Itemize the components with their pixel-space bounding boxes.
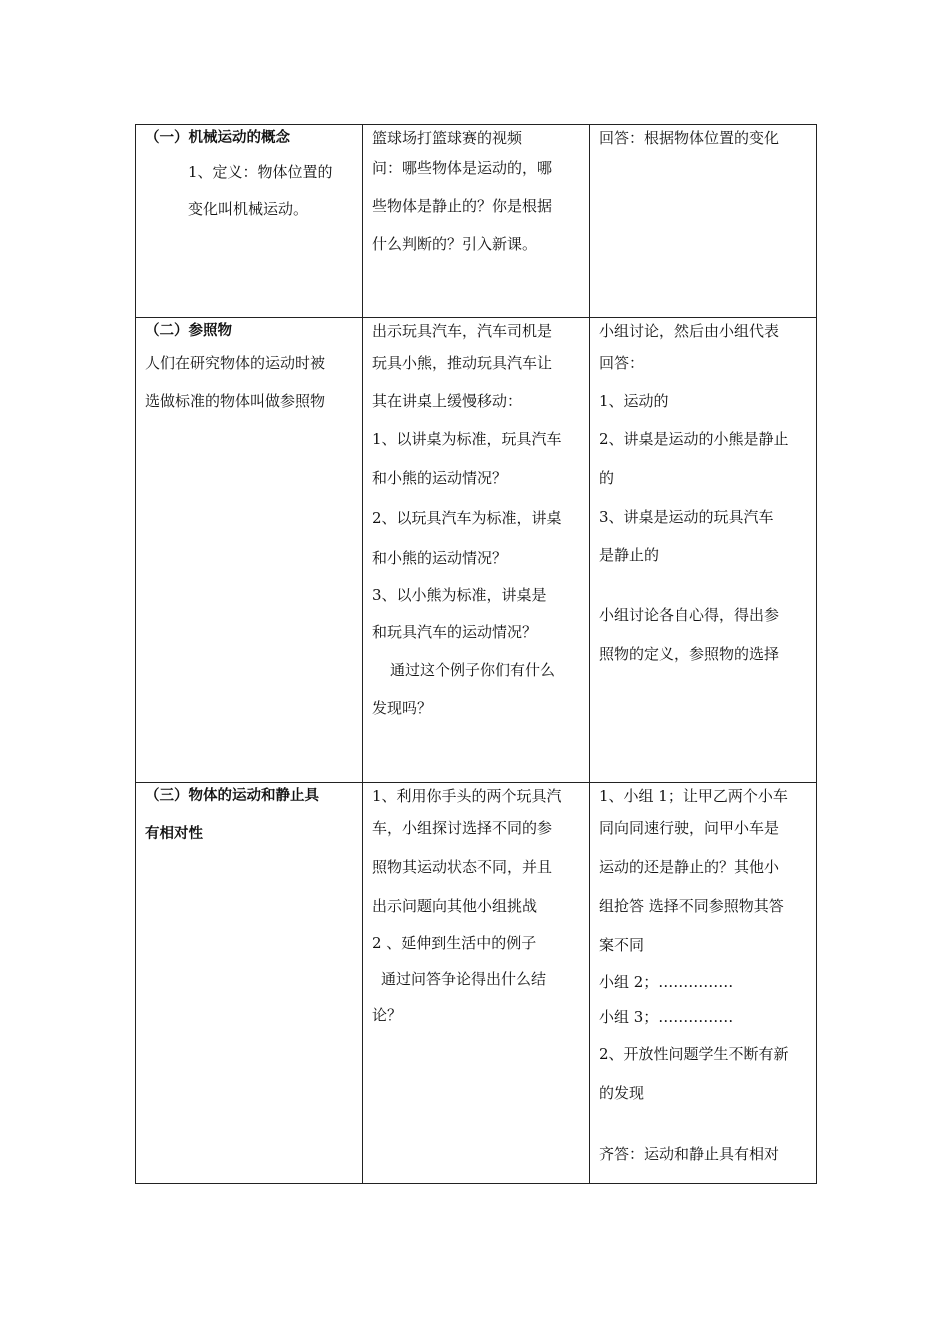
teacher-line: 其在讲桌上缓慢移动： <box>372 392 523 410</box>
teacher-line: 2、以玩具汽车为标准，讲桌 <box>372 509 562 527</box>
teacher-line: 些物体是静止的？你是根据 <box>372 197 553 215</box>
student-line: 小组 3；…………… <box>599 1008 734 1026</box>
teacher-line: 和小熊的运动情况？ <box>372 549 508 567</box>
teacher-line: 车，小组探讨选择不同的参 <box>372 819 553 837</box>
student-line: 的发现 <box>599 1084 645 1102</box>
student-line: 案不同 <box>599 936 645 954</box>
student-line: 小组讨论各自心得，得出参 <box>599 606 780 624</box>
teacher-line: 论？ <box>372 1006 403 1024</box>
section-heading: （三）物体的运动和静止具 <box>145 788 319 804</box>
student-line: 1、运动的 <box>599 392 669 410</box>
lesson-table <box>135 124 817 1184</box>
section-heading: （二）参照物 <box>145 323 232 339</box>
teacher-line: 篮球场打篮球赛的视频 <box>372 129 523 147</box>
teacher-line: 和玩具汽车的运动情况？ <box>372 623 538 641</box>
student-line: 小组 2；…………… <box>599 973 734 991</box>
student-line: 2、讲桌是运动的小熊是静止 <box>599 430 789 448</box>
teacher-line: 2 、延伸到生活中的例子 <box>372 934 537 952</box>
section-cell <box>136 318 363 783</box>
student-cell <box>590 125 817 318</box>
student-line: 同向同速行驶，问甲小车是 <box>599 819 780 837</box>
teacher-line: 什么判断的？引入新课。 <box>372 235 538 253</box>
student-cell <box>590 783 817 1184</box>
student-line: 回答：根据物体位置的变化 <box>599 129 780 147</box>
teacher-line: 3、以小熊为标准，讲桌是 <box>372 586 547 604</box>
teacher-line: 玩具小熊，推动玩具汽车让 <box>372 354 553 372</box>
definition-line: 1、定义：物体位置的 <box>188 163 333 181</box>
table-row <box>136 125 817 318</box>
student-line: 的 <box>599 469 615 487</box>
student-line: 2、开放性问题学生不断有新 <box>599 1045 789 1063</box>
teacher-line: 问：哪些物体是运动的，哪 <box>372 159 553 177</box>
student-line: 1、小组 1；让甲乙两个小车 <box>599 787 788 805</box>
student-line: 组抢答 选择不同参照物其答 <box>599 897 784 915</box>
student-line: 齐答：运动和静止具有相对 <box>599 1145 780 1163</box>
teacher-line: 出示问题向其他小组挑战 <box>372 897 538 915</box>
student-line: 是静止的 <box>599 546 660 564</box>
student-line: 回答： <box>599 354 645 372</box>
section-heading: （一）机械运动的概念 <box>145 130 290 146</box>
table-row <box>136 318 817 783</box>
student-line: 运动的还是静止的？其他小 <box>599 858 780 876</box>
student-line: 小组讨论，然后由小组代表 <box>599 322 780 340</box>
teacher-cell <box>363 318 590 783</box>
teacher-line: 1、以讲桌为标准，玩具汽车 <box>372 430 562 448</box>
student-line: 照物的定义，参照物的选择 <box>599 645 780 663</box>
teacher-line: 发现吗？ <box>372 699 433 717</box>
section-cell <box>136 125 363 318</box>
teacher-line: 1、利用你手头的两个玩具汽 <box>372 787 562 805</box>
teacher-line: 通过问答争论得出什么结 <box>381 970 547 988</box>
teacher-cell <box>363 125 590 318</box>
definition-line: 选做标准的物体叫做参照物 <box>145 392 326 410</box>
teacher-line: 出示玩具汽车，汽车司机是 <box>372 322 553 340</box>
teacher-line: 照物其运动状态不同，并且 <box>372 858 553 876</box>
student-cell <box>590 318 817 783</box>
student-line: 3、讲桌是运动的玩具汽车 <box>599 508 774 526</box>
definition-line: 人们在研究物体的运动时被 <box>145 354 326 372</box>
section-cell <box>136 783 363 1184</box>
teacher-line: 和小熊的运动情况？ <box>372 469 508 487</box>
teacher-line: 通过这个例子你们有什么 <box>390 661 556 679</box>
section-heading-continued: 有相对性 <box>145 826 203 842</box>
definition-line: 变化叫机械运动。 <box>188 200 309 218</box>
table-row <box>136 783 817 1184</box>
teacher-cell <box>363 783 590 1184</box>
